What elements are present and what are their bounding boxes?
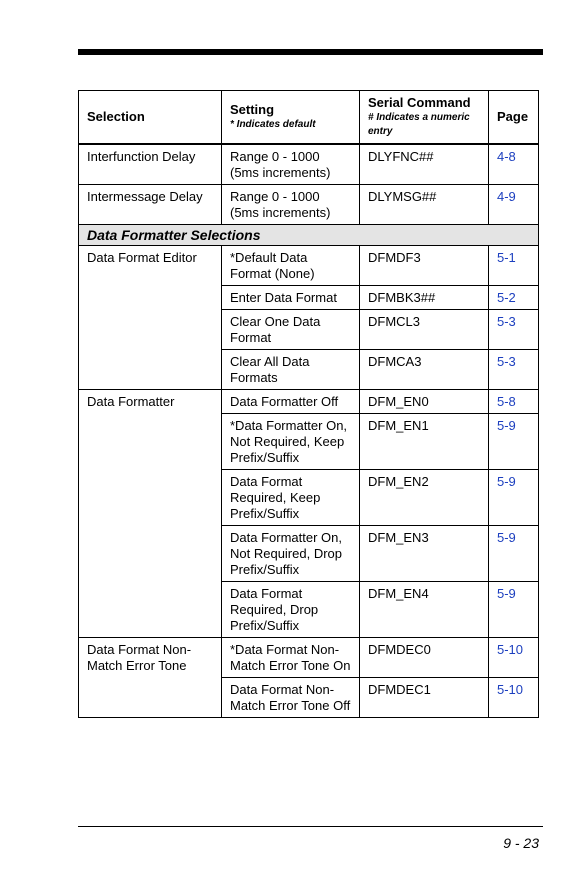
page-link[interactable]: 5-9 [497, 586, 516, 601]
page-link[interactable]: 4-9 [497, 189, 516, 204]
selection-cell: Intermessage Delay [79, 185, 222, 225]
table-row [79, 246, 539, 286]
page-cell [489, 390, 539, 414]
header-setting-note: * Indicates default [230, 119, 316, 130]
section-title: Data Formatter Selections [79, 225, 539, 246]
command-cell: DFMDEC1 [360, 678, 489, 718]
page-cell [489, 350, 539, 390]
setting-cell: *Default Data Format (None) [222, 246, 360, 286]
page-link[interactable]: 4-8 [497, 149, 516, 164]
setting-cell: Data Format Non-Match Error Tone Off [222, 678, 360, 718]
bottom-rule [78, 826, 543, 827]
setting-cell: Range 0 - 1000 (5ms increments) [222, 185, 360, 225]
page-cell [489, 678, 539, 718]
header-page-label: Page [497, 109, 529, 124]
table-header-row [79, 91, 539, 145]
page-cell [489, 414, 539, 470]
header-selection [79, 91, 222, 145]
page-link[interactable]: 5-3 [497, 314, 516, 329]
top-rule [78, 49, 543, 55]
header-serial-command [360, 91, 489, 145]
header-setting [222, 91, 360, 145]
table-row [79, 185, 539, 225]
setting-cell: Data Format Required, Drop Prefix/Suffix [222, 582, 360, 638]
command-cell: DFMDEC0 [360, 638, 489, 678]
command-cell: DFMCA3 [360, 350, 489, 390]
setting-cell: Range 0 - 1000 (5ms increments) [222, 144, 360, 185]
page-cell [489, 526, 539, 582]
command-cell: DLYMSG## [360, 185, 489, 225]
page-cell [489, 310, 539, 350]
selection-cell: Data Formatter [79, 390, 222, 638]
page-cell [489, 144, 539, 185]
page-link[interactable]: 5-3 [497, 354, 516, 369]
header-serial-command-label: Serial Command [368, 95, 471, 110]
selection-cell: Data Format Non-Match Error Tone [79, 638, 222, 718]
command-cell: DFMCL3 [360, 310, 489, 350]
page-cell [489, 246, 539, 286]
setting-cell: Data Formatter On, Not Required, Drop Prefix/Suffix [222, 526, 360, 582]
page-link[interactable]: 5-10 [497, 642, 524, 657]
page-link[interactable]: 5-8 [497, 394, 516, 409]
command-cell: DFM_EN0 [360, 390, 489, 414]
setting-cell: Enter Data Format [222, 286, 360, 310]
header-setting-label: Setting [230, 102, 275, 117]
header-selection-label: Selection [87, 109, 145, 124]
setting-cell: Clear All Data Formats [222, 350, 360, 390]
section-header-row [79, 225, 539, 246]
page-link[interactable]: 5-9 [497, 530, 516, 545]
page-cell [489, 185, 539, 225]
header-page [489, 91, 539, 145]
selection-cell: Data Format Editor [79, 246, 222, 390]
command-cell: DFM_EN3 [360, 526, 489, 582]
command-cell: DFM_EN4 [360, 582, 489, 638]
header-serial-command-note: # Indicates a numeric entry [368, 112, 470, 137]
table-row [79, 144, 539, 185]
setting-cell: Data Formatter Off [222, 390, 360, 414]
command-cell: DFM_EN1 [360, 414, 489, 470]
selection-cell: Interfunction Delay [79, 144, 222, 185]
page-link[interactable]: 5-2 [497, 290, 516, 305]
command-cell: DFM_EN2 [360, 470, 489, 526]
command-cell: DFMDF3 [360, 246, 489, 286]
setting-cell: Clear One Data Format [222, 310, 360, 350]
serial-command-table [78, 90, 539, 718]
page-cell [489, 286, 539, 310]
command-cell: DLYFNC## [360, 144, 489, 185]
page-link[interactable]: 5-9 [497, 418, 516, 433]
command-cell: DFMBK3## [360, 286, 489, 310]
setting-cell: Data Format Required, Keep Prefix/Suffix [222, 470, 360, 526]
page-link[interactable]: 5-1 [497, 250, 516, 265]
page-link[interactable]: 5-10 [497, 682, 524, 697]
page-number: 9 - 23 [503, 835, 539, 851]
setting-cell: *Data Formatter On, Not Required, Keep Prefix/Suffix [222, 414, 360, 470]
page-cell [489, 582, 539, 638]
page-cell [489, 638, 539, 678]
table-row [79, 638, 539, 678]
setting-cell: *Data Format Non-Match Error Tone On [222, 638, 360, 678]
table-row [79, 390, 539, 414]
page-cell [489, 470, 539, 526]
page-link[interactable]: 5-9 [497, 474, 516, 489]
